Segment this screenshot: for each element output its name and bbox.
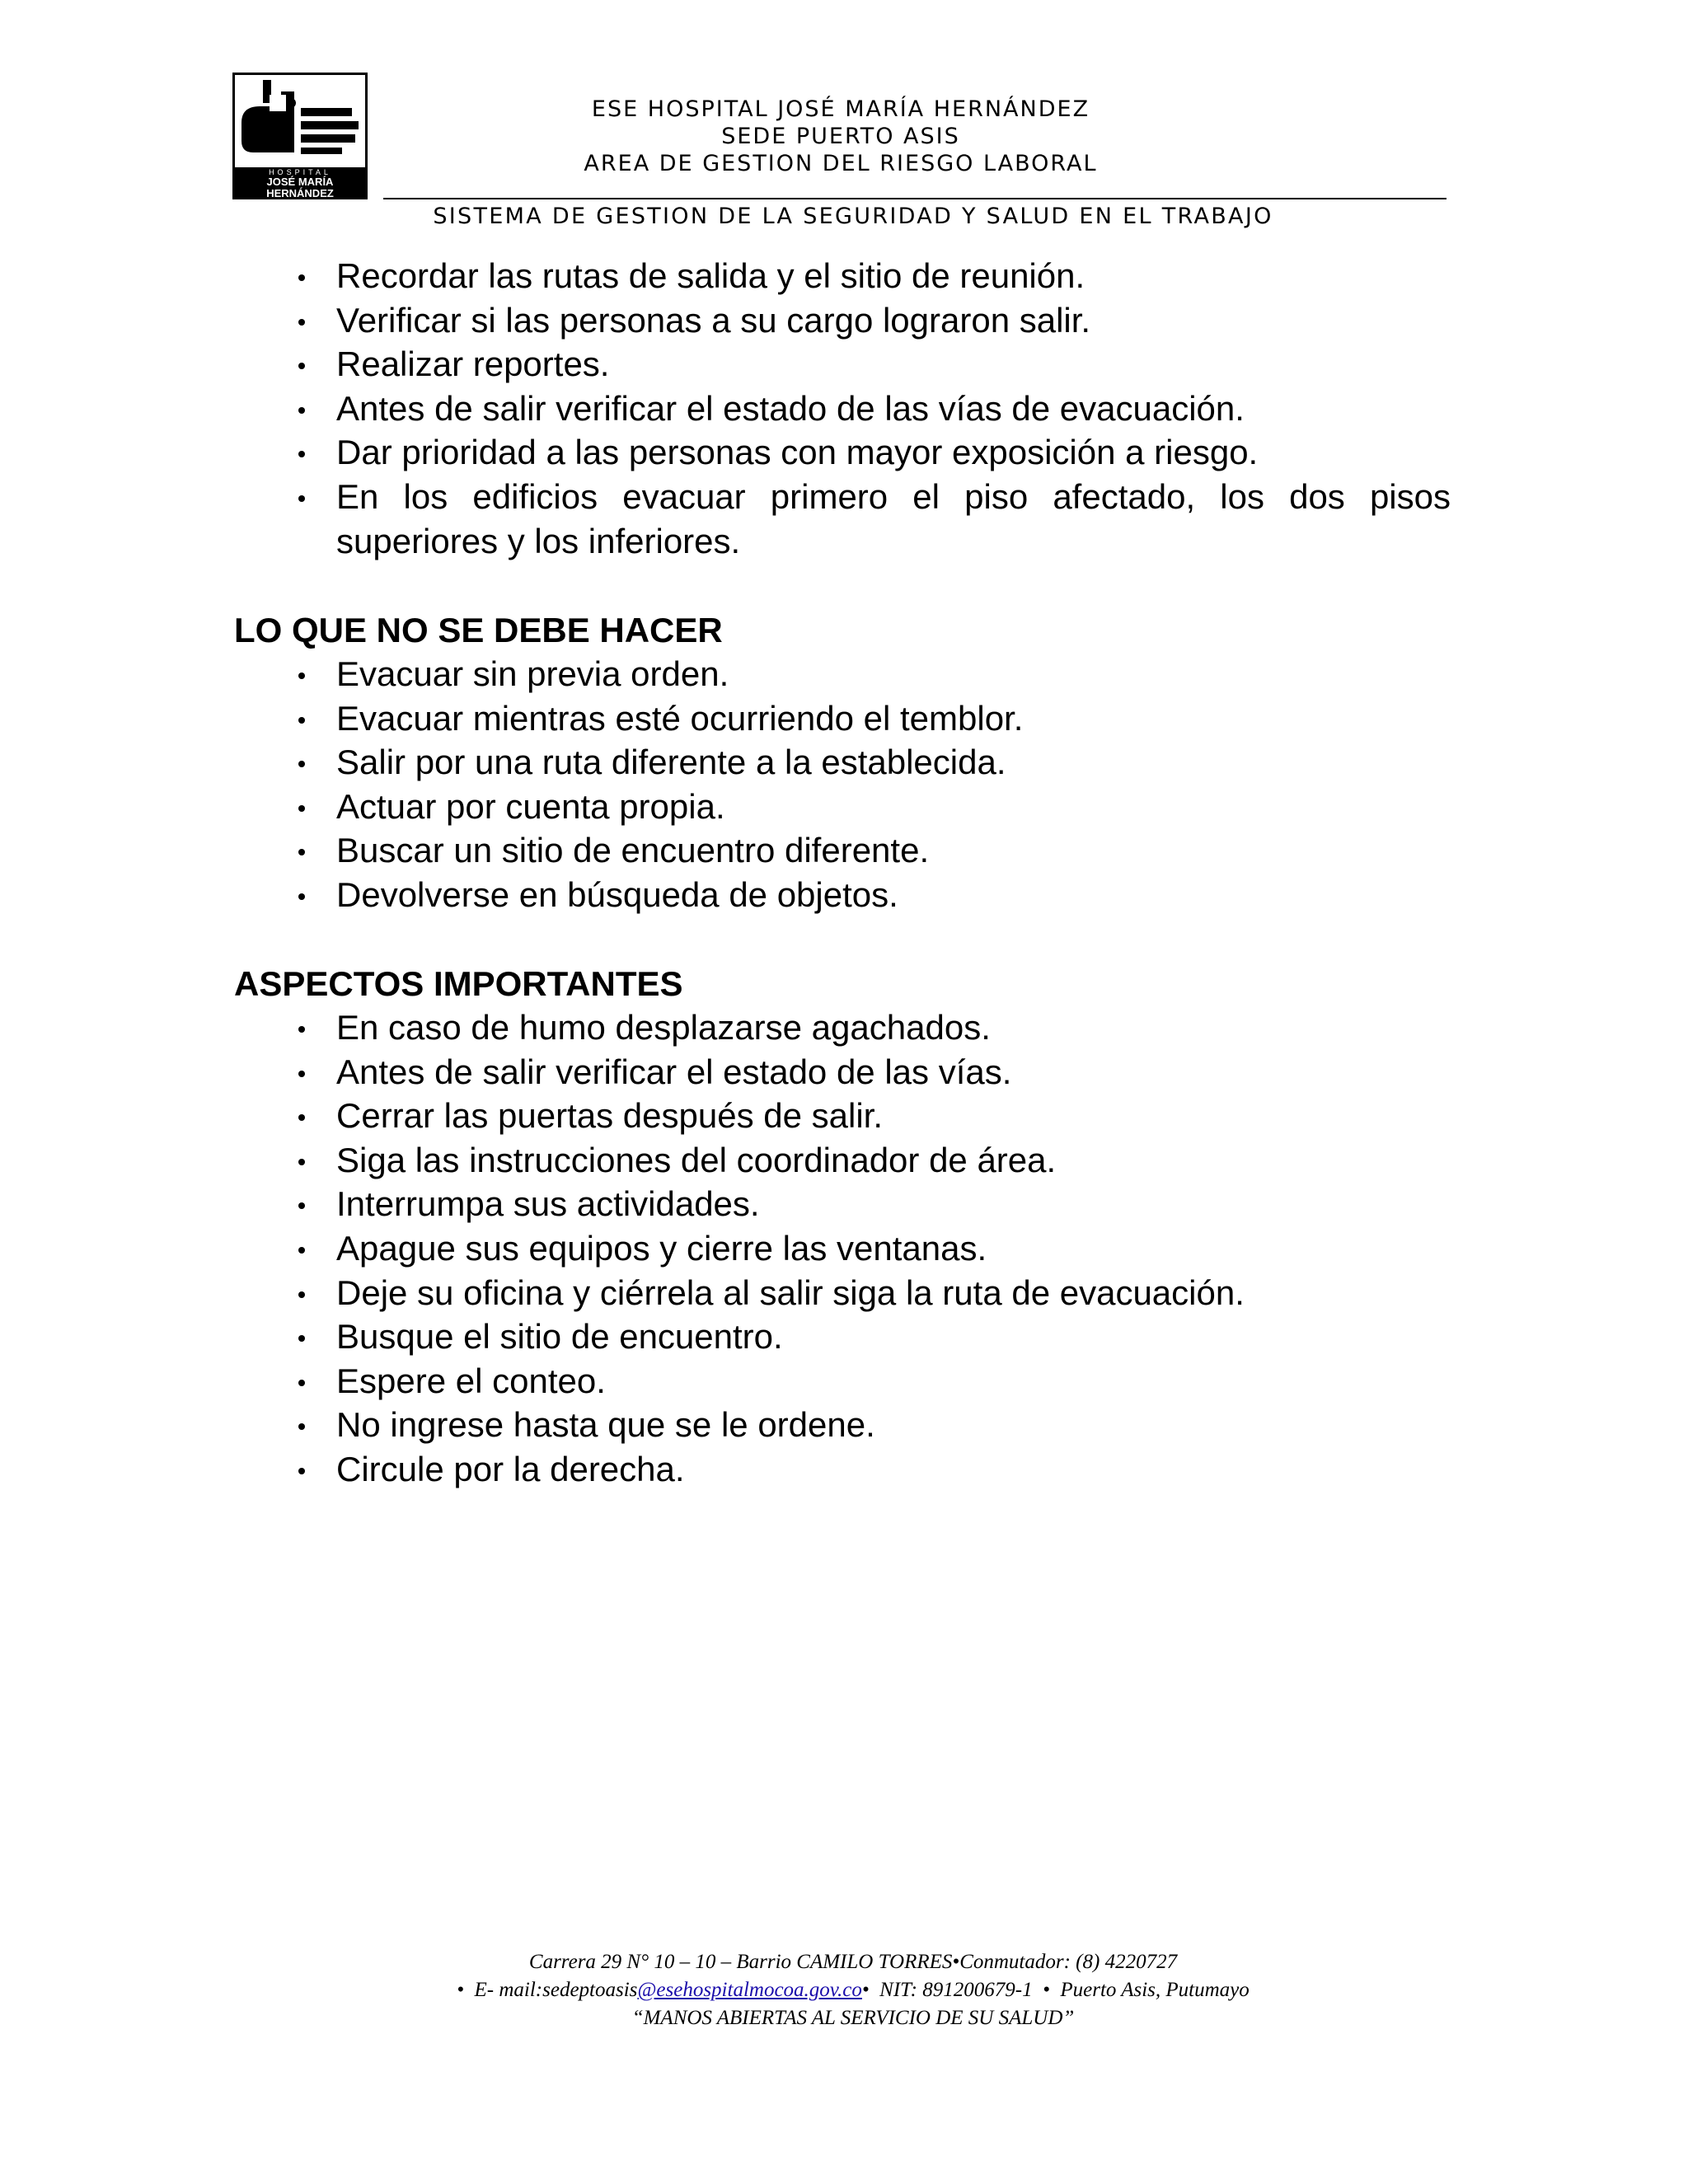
list-item: No ingrese hasta que se le ordene. — [0, 1403, 1451, 1447]
list-item: Salir por una ruta diferente a la establecida. — [0, 740, 1451, 785]
list-item: Busque el sitio de encuentro. — [0, 1315, 1451, 1359]
bullet-separator-icon: • — [861, 1979, 880, 2001]
footer-address: Carrera 29 N° 10 – 10 – Barrio CAMILO TORRES — [528, 1951, 953, 1973]
list-item: Recordar las rutas de salida y el sitio de reunión. — [0, 254, 1451, 298]
list-item: Deje su oficina y ciérrela al salir siga la ruta de evacuación. — [0, 1271, 1451, 1315]
list-item: Antes de salir verificar el estado de las vías. — [0, 1050, 1451, 1094]
logo-band-text: HOSPITAL — [269, 168, 331, 176]
footer-location: Puerto Asis, Putumayo — [1060, 1979, 1250, 2001]
list-item: Buscar un sitio de encuentro diferente. — [0, 828, 1451, 873]
list-item: Verificar si las personas a su cargo lograron salir. — [0, 298, 1451, 343]
list-item: Devolverse en búsqueda de objetos. — [0, 873, 1451, 917]
list-item: Antes de salir verificar el estado de las vías de evacuación. — [0, 387, 1451, 431]
list-item: Cerrar las puertas después de salir. — [0, 1094, 1451, 1138]
list-item: Evacuar sin previa orden. — [0, 652, 1451, 696]
header-title-line3: AREA DE GESTION DEL RIESGO LABORAL — [584, 151, 1098, 176]
bullet-list-important — [0, 1005, 1451, 1492]
list-item: Circule por la derecha. — [0, 1447, 1451, 1492]
list-item: Dar prioridad a las personas con mayor exposición a riesgo. — [0, 430, 1451, 475]
header-titles — [379, 96, 1302, 177]
header-title-line1: ESE HOSPITAL JOSÉ MARÍA HERNÁNDEZ — [591, 96, 1090, 122]
footer-line2 — [247, 1976, 1459, 2004]
bullet-separator-icon: • — [952, 1951, 960, 1973]
bullet-list-dont — [0, 652, 1451, 917]
list-item: Actuar por cuenta propia. — [0, 785, 1451, 829]
list-item: En caso de humo desplazarse agachados. — [0, 1005, 1451, 1050]
list-item: Espere el conteo. — [0, 1359, 1451, 1404]
bullet-separator-icon: • — [457, 1979, 475, 2001]
list-item: Siga las instrucciones del coordinador de área. — [0, 1138, 1451, 1183]
hospital-logo — [232, 73, 368, 205]
header-system-title: SISTEMA DE GESTION DE LA SEGURIDAD Y SALUD EN EL TRABAJO — [433, 204, 1273, 229]
section-heading-important: ASPECTOS IMPORTANTES — [234, 964, 683, 1003]
header-title-line2: SEDE PUERTO ASIS — [721, 124, 960, 149]
list-item: En los edificios evacuar primero el piso afectado, los dos pisos superiores y los inferiores. — [0, 475, 1451, 563]
section-heading-dont: LO QUE NO SE DEBE HACER — [234, 611, 723, 649]
logo-name: JOSÉ MARÍA HERNÁNDEZ — [266, 176, 334, 199]
logo-band — [235, 167, 365, 205]
list-item: Realizar reportes. — [0, 342, 1451, 387]
footer-email-prefix: E- mail:sedeptoasis — [474, 1979, 638, 2001]
footer-line1 — [247, 1948, 1459, 1976]
footer-nit: NIT: 891200679-1 — [879, 1979, 1033, 2001]
logo-subtitle: EMPRESA SOCIAL DEL ESTADO — [257, 200, 343, 205]
bullet-separator-icon: • — [1032, 1979, 1061, 2001]
footer-slogan: “MANOS ABIERTAS AL SERVICIO DE SU SALUD” — [631, 2007, 1075, 2029]
page-footer — [247, 1948, 1459, 2032]
footer-email-link[interactable]: @esehospitalmocoa.gov.co — [637, 1979, 862, 2001]
header-divider — [383, 198, 1447, 199]
hand-logo-icon — [235, 75, 365, 167]
list-item: Apague sus equipos y cierre las ventanas. — [0, 1226, 1451, 1271]
list-item: Evacuar mientras esté ocurriendo el temblor. — [0, 696, 1451, 741]
footer-phone: Conmutador: (8) 4220727 — [959, 1951, 1178, 1973]
list-item: Interrumpa sus actividades. — [0, 1182, 1451, 1226]
bullet-list-actions — [0, 254, 1451, 563]
